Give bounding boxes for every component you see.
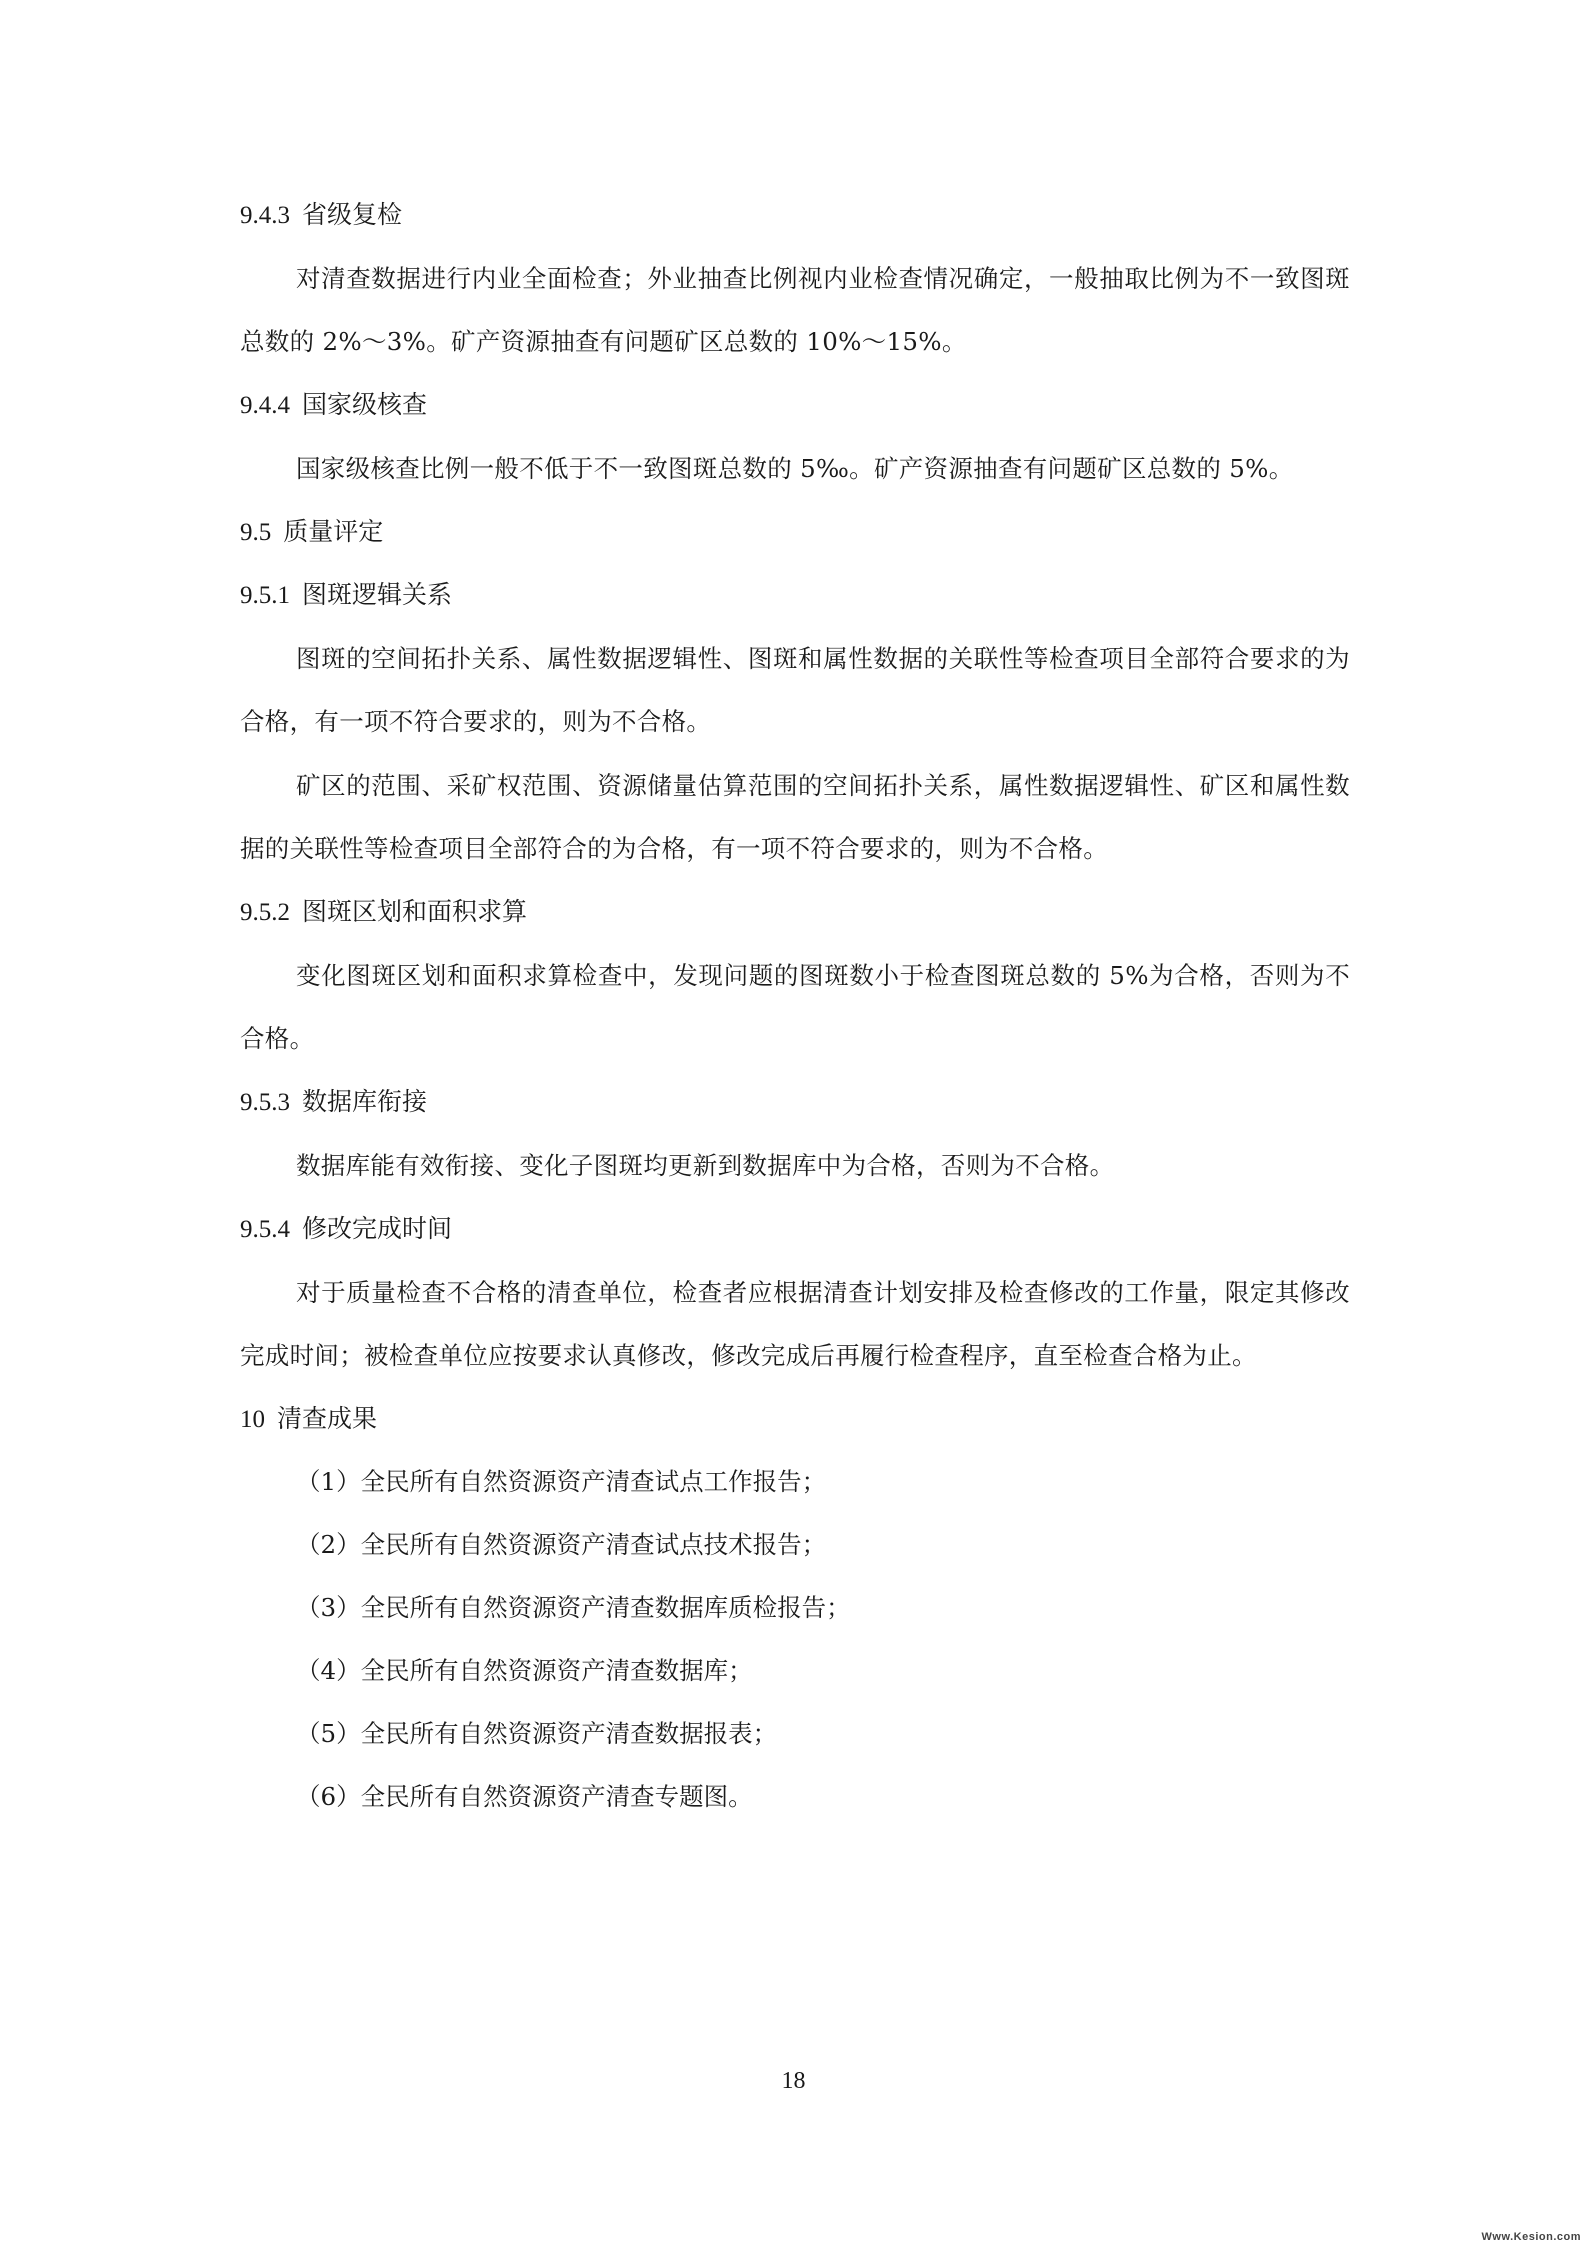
page-content: [240, 199, 1350, 1844]
section-number: 9.5.1: [240, 582, 290, 609]
section-heading-10: [240, 1403, 1350, 1435]
result-list-item: （3）全民所有自然资源资产清查数据库质检报告；: [296, 1593, 851, 1622]
result-list-item: （6）全民所有自然资源资产清查专题图。: [296, 1782, 753, 1811]
section-number: 9.5: [240, 519, 272, 546]
section-title: 数据库衔接: [302, 1087, 428, 1116]
section-title: 修改完成时间: [302, 1214, 453, 1243]
page-number: 18: [781, 2068, 806, 2094]
section-title: 质量评定: [283, 517, 384, 546]
section-title: 图斑逻辑关系: [302, 580, 453, 609]
section-heading-9-5-3: [240, 1086, 1350, 1118]
section-number: 9.5.4: [240, 1216, 290, 1243]
section-number: 10: [240, 1406, 265, 1433]
section-number: 9.5.2: [240, 899, 290, 926]
result-list-item: （4）全民所有自然资源资产清查数据库；: [296, 1656, 753, 1685]
site-watermark: Www.Kesion.com: [1481, 2231, 1581, 2243]
paragraph-area-calculation: 变化图斑区划和面积求算检查中，发现问题的图斑数小于检查图斑总数的 5%为合格，否则为不合格。: [240, 961, 1350, 1053]
section-heading-9-5-1: [240, 579, 1350, 611]
paragraph-national-check: 国家级核查比例一般不低于不一致图斑总数的 5‰。矿产资源抽查有问题矿区总数的 5%。: [296, 454, 1294, 483]
section-heading-9-4-3: [240, 199, 1350, 231]
section-heading-9-4-4: [240, 389, 1350, 421]
section-heading-9-5: [240, 516, 1350, 548]
paragraph-patch-topology: 图斑的空间拓扑关系、属性数据逻辑性、图斑和属性数据的关联性等检查项目全部符合要求的为合格，有一项不符合要求的，则为不合格。: [240, 644, 1350, 736]
result-list-item: （1）全民所有自然资源资产清查试点工作报告；: [296, 1467, 827, 1496]
section-title: 图斑区划和面积求算: [302, 897, 528, 926]
section-title: 清查成果: [277, 1404, 378, 1433]
result-list-item: （2）全民所有自然资源资产清查试点技术报告；: [296, 1530, 827, 1559]
section-heading-9-5-2: [240, 896, 1350, 928]
paragraph-mining-area-topology: 矿区的范围、采矿权范围、资源储量估算范围的空间拓扑关系，属性数据逻辑性、矿区和属性数据的关联性等检查项目全部符合的为合格，有一项不符合要求的，则为不合格。: [240, 771, 1350, 863]
section-heading-9-5-4: [240, 1213, 1350, 1245]
paragraph-revision-deadline: 对于质量检查不合格的清查单位，检查者应根据清查计划安排及检查修改的工作量，限定其修改完成时间；被检查单位应按要求认真修改，修改完成后再履行检查程序，直至检查合格为止。: [240, 1278, 1350, 1370]
section-number: 9.4.4: [240, 392, 290, 419]
section-number: 9.4.3: [240, 202, 290, 229]
section-title: 省级复检: [302, 200, 403, 229]
result-list-item: （5）全民所有自然资源资产清查数据报表；: [296, 1719, 778, 1748]
paragraph-database-linkage: 数据库能有效衔接、变化子图斑均更新到数据库中为合格，否则为不合格。: [296, 1151, 1115, 1180]
paragraph-provincial-recheck: 对清查数据进行内业全面检查；外业抽查比例视内业检查情况确定，一般抽取比例为不一致图斑总数的 2%～3%。矿产资源抽查有问题矿区总数的 10%～15%。: [240, 264, 1350, 356]
section-title: 国家级核查: [302, 390, 428, 419]
section-number: 9.5.3: [240, 1089, 290, 1116]
